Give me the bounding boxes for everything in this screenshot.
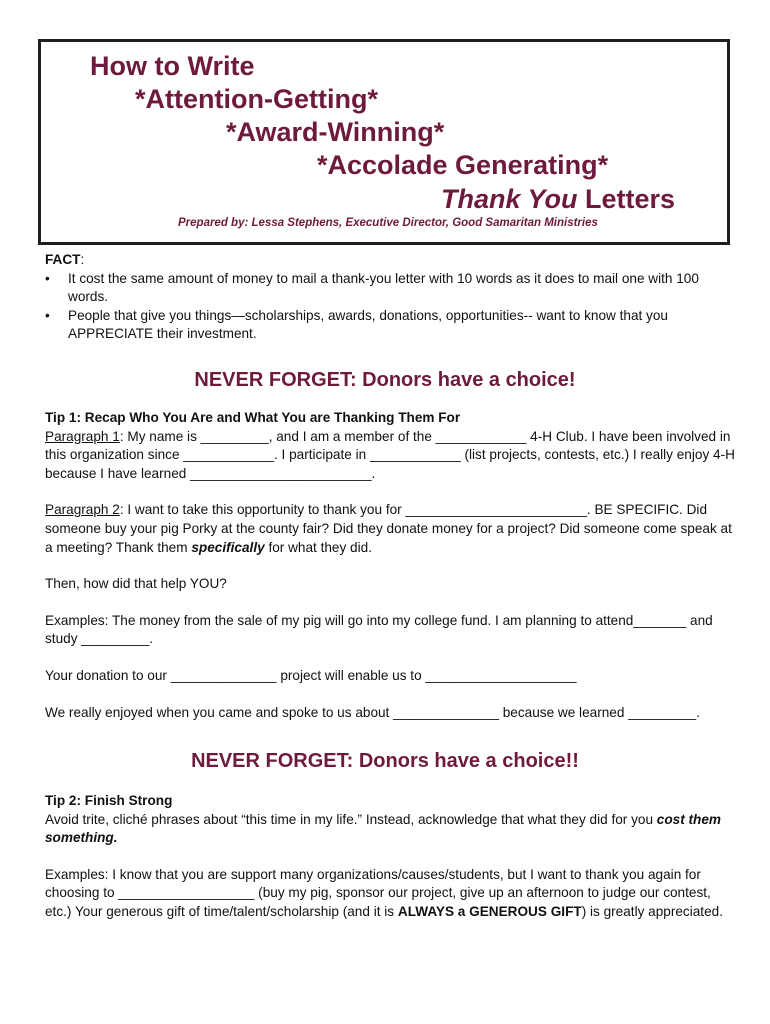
tip1-examples: Examples: The money from the sale of my pig will go into my college fund. I am planning to attend_______ and study _________. [45, 612, 713, 647]
paragraph-1 [45, 428, 735, 484]
tip2-heading: Tip 2: Finish Strong [45, 793, 173, 808]
fact-bullet [45, 270, 735, 307]
title-line-4: *Accolade Generating* [317, 150, 609, 180]
prepared-by: Prepared by: Lessa Stephens, Executive Director, Good Samaritan Ministries [178, 217, 598, 229]
tip1-heading: Tip 1: Recap Who You Are and What You are Thanking Them For [45, 410, 461, 425]
tip2-avoid-emphasis: cost them something. [45, 811, 721, 846]
paragraph-2-emphasis: specifically [191, 539, 265, 555]
title-letters: Letters [577, 184, 676, 214]
tip2-avoid-text: Avoid trite, cliché phrases about “this time in my life.” Instead, acknowledge that what they did for you [45, 811, 657, 827]
fact-bullet [45, 307, 735, 344]
title-line-2: *Attention-Getting* [135, 84, 378, 114]
fact-bullet-text: It cost the same amount of money to mail a thank-you letter with 10 words as it does to mail one with 100 words. [68, 270, 699, 305]
tip2-examples-emphasis: ALWAYS a GENEROUS GIFT [397, 903, 582, 919]
paragraph-2-label: Paragraph 2 [45, 502, 120, 518]
banner-never-forget-2: NEVER FORGET: Donors have a choice!! [191, 750, 579, 772]
paragraph-1-text: : My name is _________, and I am a member of the ____________ 4-H Club. I have been involved in this organization since ____________. I participate in ____________ (list projects, contests, etc.) I really enjoy 4-H because I have learned ________________________. [45, 428, 735, 481]
tip2-examples [45, 866, 735, 922]
paragraph-2-text-a: : I want to take this opportunity to thank you for ________________________. BE SPECIFIC. Did someone buy your pig Porky at the county fair? Did they donate money for a project? Did someone come speak at a meeting? Thank them [45, 502, 732, 555]
fact-label: FACT [45, 252, 81, 267]
paragraph-2 [45, 501, 735, 557]
then-question: Then, how did that help YOU? [45, 576, 227, 592]
tip2-section [45, 792, 735, 922]
donation-line: Your donation to our ______________ project will enable us to ____________________ [45, 667, 577, 683]
title-line-5 [441, 183, 675, 215]
title-thank-you: Thank You [441, 184, 578, 214]
bullet-dot: • [45, 270, 50, 286]
tip2-avoid [45, 811, 735, 848]
fact-section [45, 251, 735, 344]
banner-never-forget-1: NEVER FORGET: Donors have a choice! [194, 369, 576, 391]
bullet-dot: • [45, 307, 50, 323]
enjoyed-line: We really enjoyed when you came and spoke to us about ______________ because we learned _________. [45, 704, 701, 720]
fact-bullet-text: People that give you things—scholarships, awards, donations, opportunities-- want to know that you APPRECIATE their investment. [68, 307, 668, 342]
tip1-section [45, 409, 735, 722]
paragraph-2-text-b: for what they did. [264, 539, 372, 555]
paragraph-1-label: Paragraph 1 [45, 428, 120, 444]
title-line-1: How to Write [90, 51, 255, 81]
fact-colon: : [80, 252, 85, 267]
title-line-3: *Award-Winning* [226, 117, 445, 147]
tip2-examples-text-b: ) is greatly appreciated. [581, 903, 723, 919]
tip2-examples-text-a: Examples: I know that you are support many organizations/causes/students, but I want to thank you again for choosing to __________________ (buy my pig, sponsor our project, give up an afternoon to judge our contest, etc.) Your generous gift of time/talent/scholarship (and it is [45, 866, 711, 919]
